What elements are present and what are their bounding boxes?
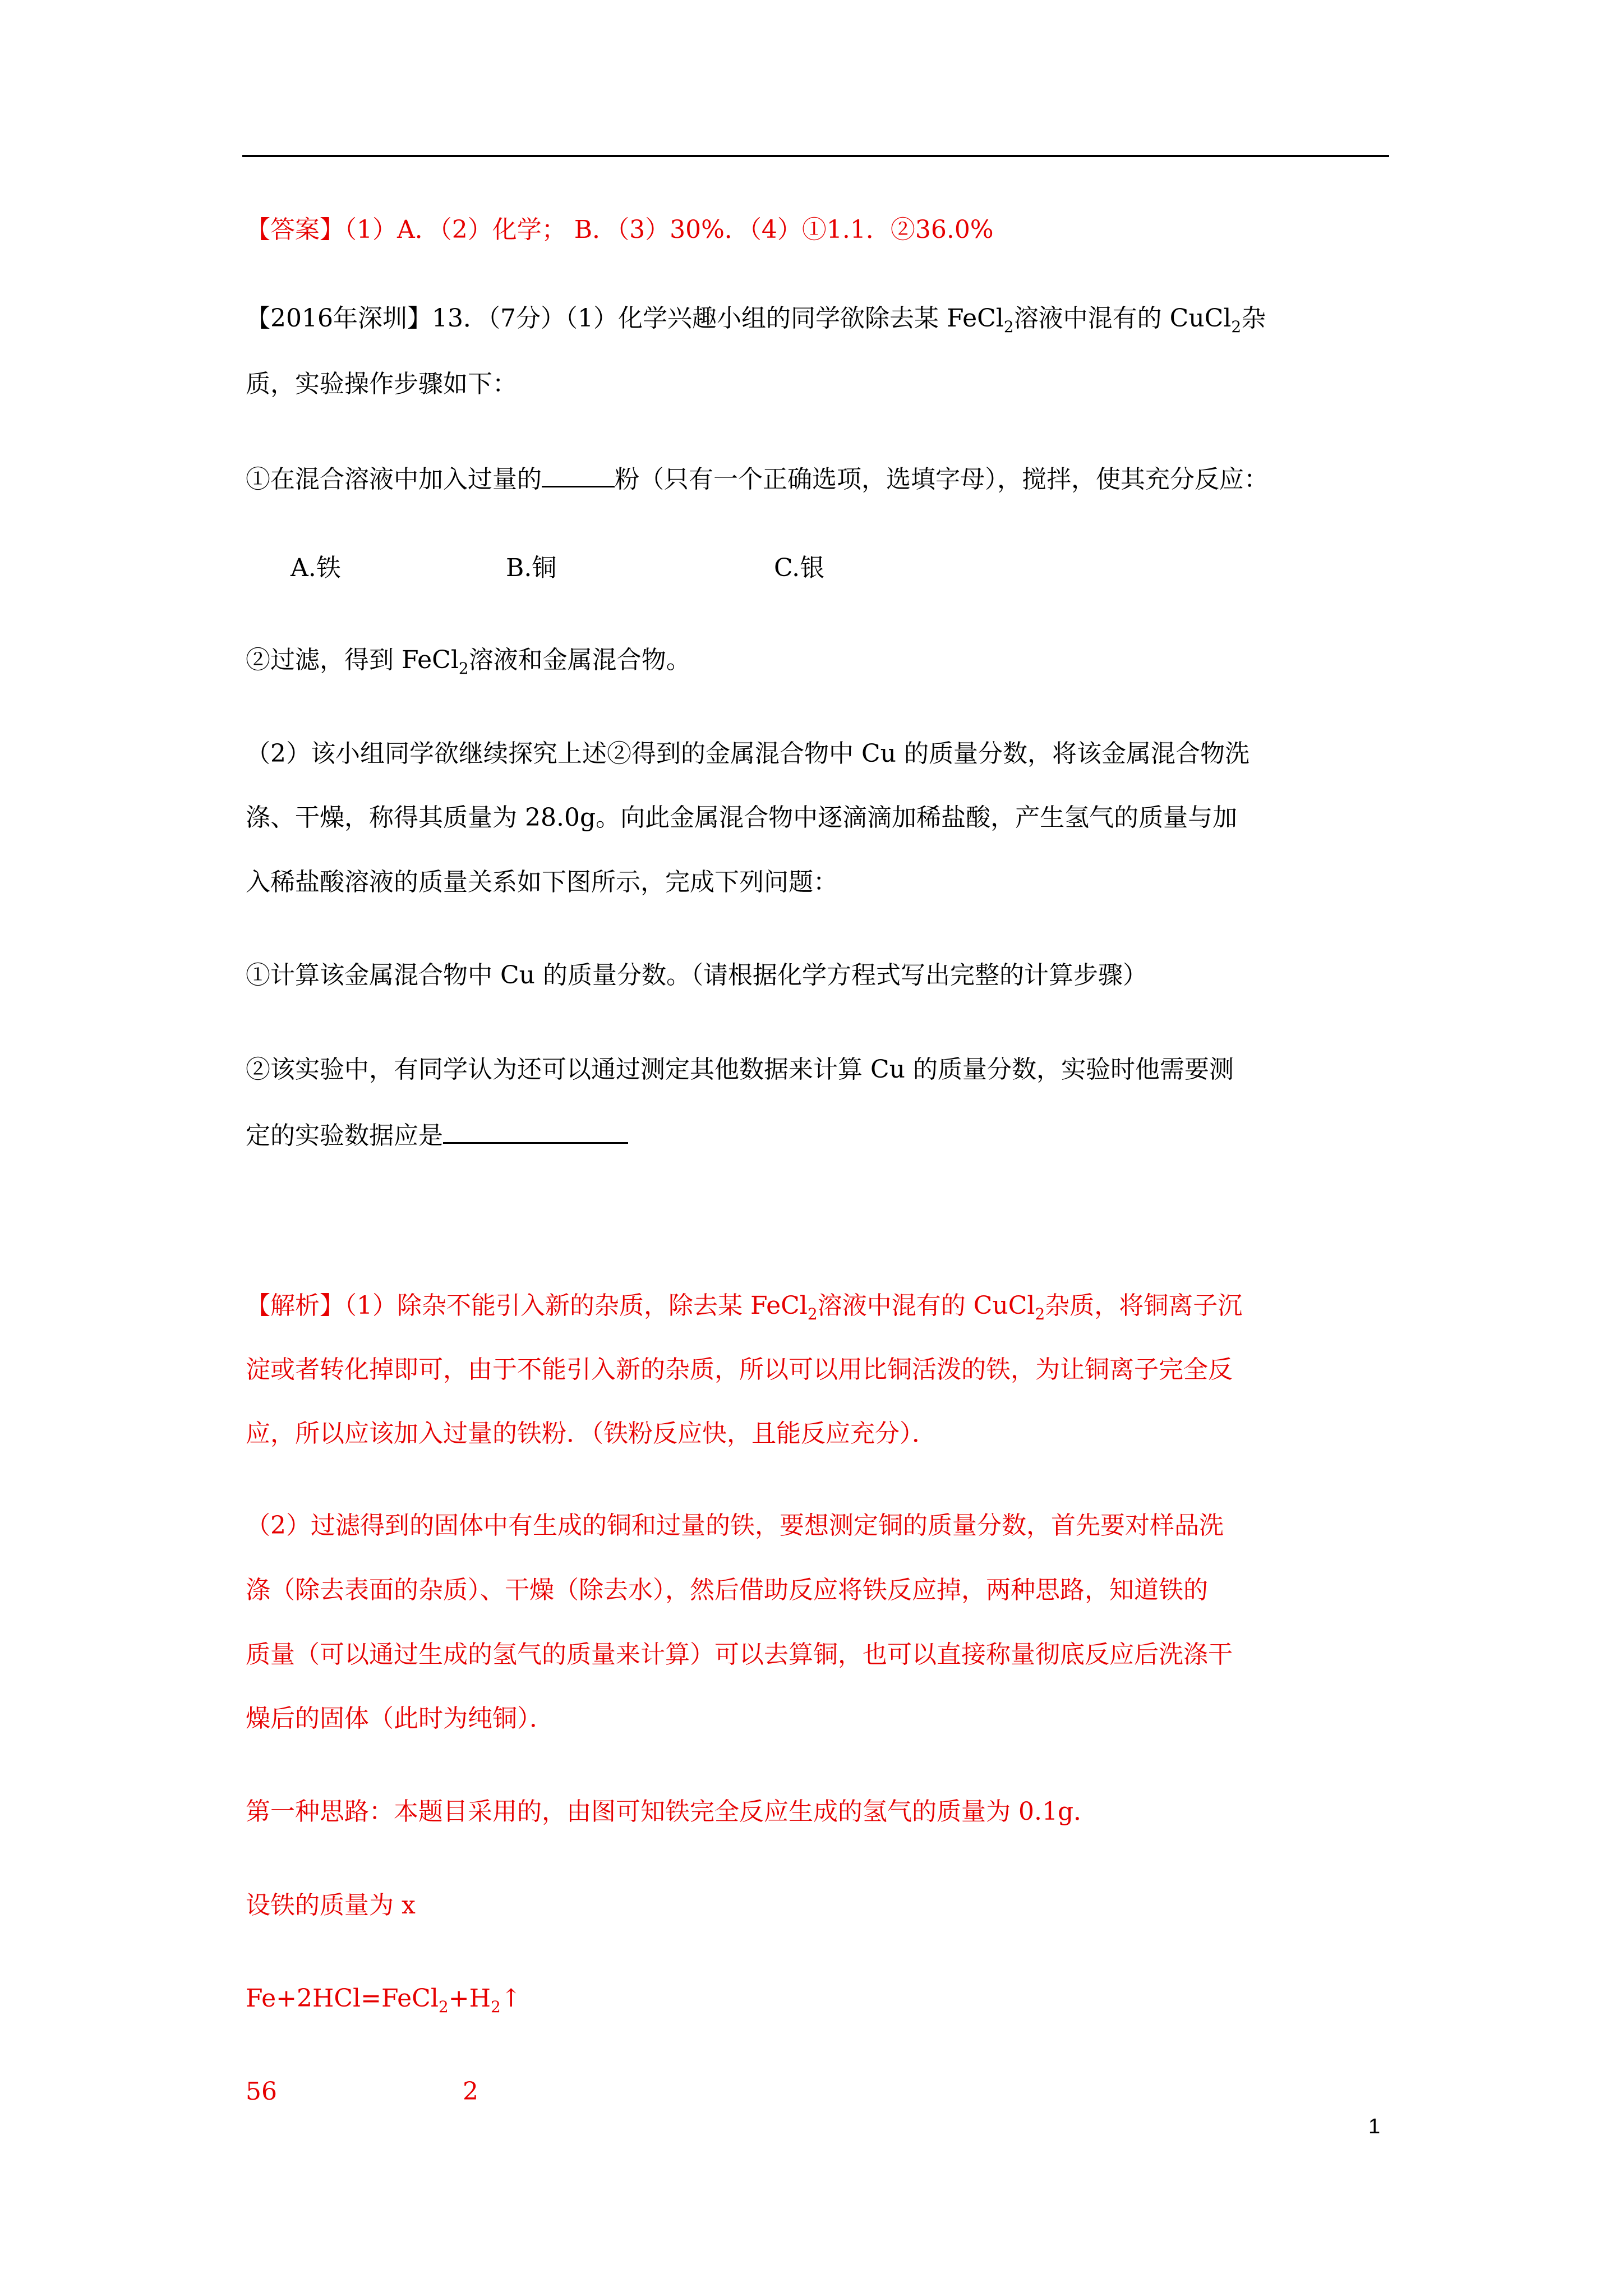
answer-text: （1）A．（2）化学； B．（3）30%．（4）①1.1．②36.0% (344, 215, 994, 244)
page-number: 1 (1368, 2115, 1381, 2138)
part2-line-3: 入稀盐酸溶液的质量关系如下图所示，完成下列问题： (246, 868, 838, 896)
header-rule (242, 155, 1389, 157)
answer-label: 【答案】 (246, 215, 344, 244)
part2-line-1: （2）该小组同学欲继续探究上述②得到的金属混合物中 Cu 的质量分数，将该金属混合物洗 (246, 739, 1249, 768)
option-a[interactable]: A.铁 (291, 554, 341, 582)
question-1: ①计算该金属混合物中 Cu 的质量分数。（请根据化学方程式写出完整的计算步骤） (246, 961, 1147, 990)
answer-blank-1[interactable] (542, 461, 615, 487)
let-x: 设铁的质量为 x (246, 1891, 416, 1920)
answer-blank-2[interactable] (443, 1117, 628, 1144)
option-b[interactable]: B.铜 (506, 554, 557, 582)
analysis-part2-line-4: 燥后的固体（此时为纯铜）． (246, 1704, 554, 1733)
options-row (291, 551, 824, 585)
analysis-line-2: 淀或者转化掉即可，由于不能引入新的杂质，所以可以用比铜活泼的铁，为让铜离子完全反 (246, 1355, 1233, 1384)
analysis-line-1: 【解析】（1）除杂不能引入新的杂质，除去某 FeCl$_2$溶液中混有的 CuCl$_2$杂质，将铜离子沉 (246, 1291, 1243, 1323)
analysis-part2-line-2: 涤（除去表面的杂质）、干燥（除去水），然后借助反应将铁反应掉，两种思路，知道铁的 (246, 1576, 1208, 1604)
answer-line (246, 213, 994, 247)
idea-1: 第一种思路：本题目采用的，由图可知铁完全反应生成的氢气的质量为 0.1g． (246, 1797, 1099, 1826)
chemical-equation: $Fe+2HCl=FeCl_2+H_2↑$ (246, 1984, 522, 2016)
analysis-part2-line-1: （2）过滤得到的固体中有生成的铜和过量的铁，要想测定铜的质量分数，首先要对样品洗 (246, 1511, 1224, 1540)
question-line-2: 质，实验操作步骤如下： (246, 370, 517, 398)
molar-mass-h2: 2 (463, 2077, 478, 2106)
option-c[interactable]: C.银 (774, 554, 825, 582)
step-1: ①在混合溶液中加入过量的 粉（只有一个正确选项，选填字母），搅拌，使其充分反应： (246, 461, 1269, 496)
part2-line-2: 涤、干燥，称得其质量为 28.0g。向此金属混合物中逐滴滴加稀盐酸，产生氢气的质量与加 (246, 803, 1238, 832)
analysis-part2-line-3: 质量（可以通过生成的氢气的质量来计算）可以去算铜，也可以直接称量彻底反应后洗涤干 (246, 1640, 1233, 1669)
question-2-line-2: 定的实验数据应是 (246, 1117, 628, 1153)
question-line-1: 【2016年深圳】13．（7分）（1）化学兴趣小组的同学欲除去某 FeCl$_2$溶液中混有的 CuCl$_2$杂 (246, 304, 1266, 336)
question-source: 【2016年深圳】 (246, 304, 432, 333)
molar-mass-fe: 56 (246, 2077, 277, 2106)
question-2-line-1: ②该实验中，有同学认为还可以通过测定其他数据来计算 Cu 的质量分数，实验时他需要测 (246, 1055, 1234, 1084)
analysis-line-3: 应，所以应该加入过量的铁粉．（铁粉反应快，且能反应充分）． (246, 1419, 937, 1448)
step-2: ②过滤，得到 FeCl$_2$溶液和金属混合物。 (246, 646, 691, 678)
